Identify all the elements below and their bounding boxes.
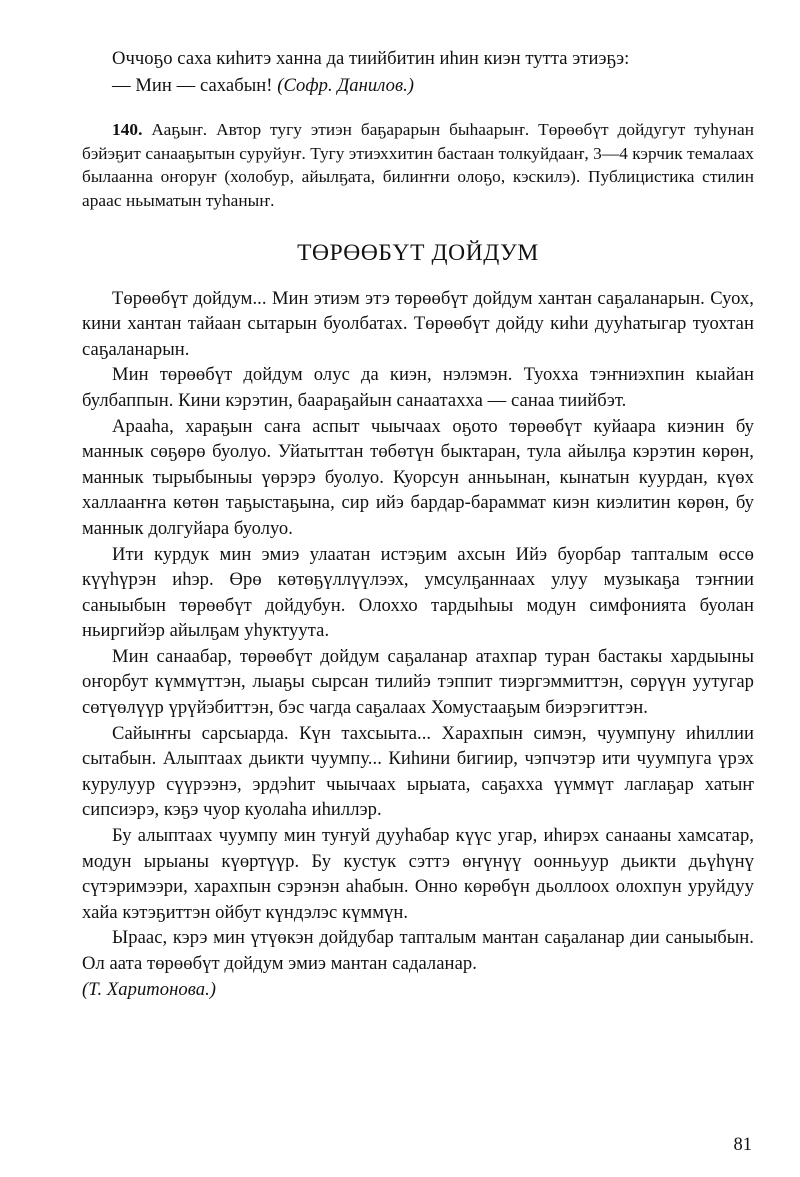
article-paragraph-5: Мин санаабар, төрөөбүт дойдум саҕаланар атахпар туран бастакы хардыыны оҥорбут күммүттэн, лыаҕы сырсан тилийэ тэппит тиэргэммиттэн, сөрүүн уутугар сөтүөлүүр үрүйэбиттэн, бэс чагда саҕалаах Хомустааҕым биэрэгиттэн. (82, 645, 754, 719)
top-excerpt-paragraph: Оччоҕо саха киһитэ ханна да тиийбитин иһин киэн тутта этиэҕэ: (112, 48, 630, 69)
article-paragraph-7: Бу алыптаах чуумпу мин туҥуй дууһабар күүс угар, иһирэх санааны хамсатар, модун ырыаны күөртүүр. Бу кустук сэттэ өҥүнүү оонньуур дьикти дьүһүнү сүтэримээри, харахпын сэрэнэн аһабын. Онно көрөбүн дьоллоох олохпун уруйдуу хайа кэтэҕиттэн ойбут күндэлэс күммүн. (82, 825, 754, 923)
article-paragraph-3: Арааһа, хараҕын саҥа аспыт чыычаах оҕото төрөөбүт куйаара киэнин бу маннык сөҕөрө буолуо. Уйатыттан төбөтүн быктаран, тула айылҕа кэрэтин көрөн, маннык тырыбыныы үөрэрэ буолуо. Куорсун анньынан, кынатын куурдан, күөх халлааҥҥа көтөн таҕыстаҕына, сир ийэ бардар-бараммат киэн киэлитин көрөн, бу маннык долгуйара буолуо. (82, 415, 754, 539)
dialogue-line (82, 73, 754, 99)
article-paragraph-6: Сайыҥҥы сарсыарда. Күн тахсыыта... Харахпын симэн, чуумпуну иһиллии сытабын. Алыптаах дьикти чуумпу... Киһини бигиир, чэпчэтэр ити чуумпуга үрэх курулуур сүүрээнэ, эрдэһит чыычаах ырыата, саҕахха үүммүт лаглаҕар хатыҥ сипсиэрэ, кэҕэ чуор куолаһа иһиллэр. (82, 722, 754, 821)
article-attribution: (Т. Харитонова.) (82, 978, 217, 1000)
exercise-text: Ааҕыҥ. Автор тугу этиэн баҕарарын быһаарыҥ. Төрөөбүт дойдугут туһунан бэйэҕит санааҕытын суруйуҥ. Тугу этиэххитин бастаан толкуйдааҥ, 3—4 кэрчик темалаах былаанна оҥоруҥ (холобур, айылҕата, билиҥҥи олоҕо, кэскилэ). Публицистика стилин араас ньыматын туһаныҥ. (82, 120, 755, 210)
dialogue-text: — Мин — сахабын! (112, 74, 273, 96)
page-content (82, 46, 754, 1002)
page-number: 81 (733, 1135, 752, 1155)
exercise-number: 140. (112, 120, 143, 140)
article-paragraph-4: Ити курдук мин эмиэ улаатан истэҕим ахсын Ийэ буорбар тапталым өссө күүһүрэн иһэр. Өрө көтөҕүллүүлээх, умсулҕаннаах улуу музыкаҕа тэҥнии саныыбын төрөөбүт дойдубун. Олоххо тардыһыы модун симфонията буолан ньиргийэр айылҕам уһуктуута. (82, 543, 754, 642)
exercise-140 (82, 118, 754, 212)
article-paragraph-8: Ыраас, кэрэ мин үтүөкэн дойдубар тапталым мантан саҕаланар дии саныыбын. Ол аата төрөөбүт дойдум эмиэ мантан садаланар. (82, 927, 754, 974)
article-title: ТӨРӨӨБҮТ ДОЙДУМ (297, 239, 539, 266)
article-paragraph-1: Төрөөбүт дойдум... Мин этиэм этэ төрөөбүт дойдум хантан саҕаланарын. Суох, кини хантан тайаан сытарын буолбатах. Төрөөбүт дойду киһи дууһатыгар туохтан саҕаланарын. (82, 287, 754, 360)
dialogue-attribution: (Софр. Данилов.) (277, 74, 415, 96)
article-paragraph-2: Мин төрөөбүт дойдум олус да киэн, нэлэмэн. Туохха тэҥниэхпин кыайан булбаппын. Кини кэрэтин, баараҕайын санаатахха — санаа тиийбэт. (82, 364, 754, 411)
